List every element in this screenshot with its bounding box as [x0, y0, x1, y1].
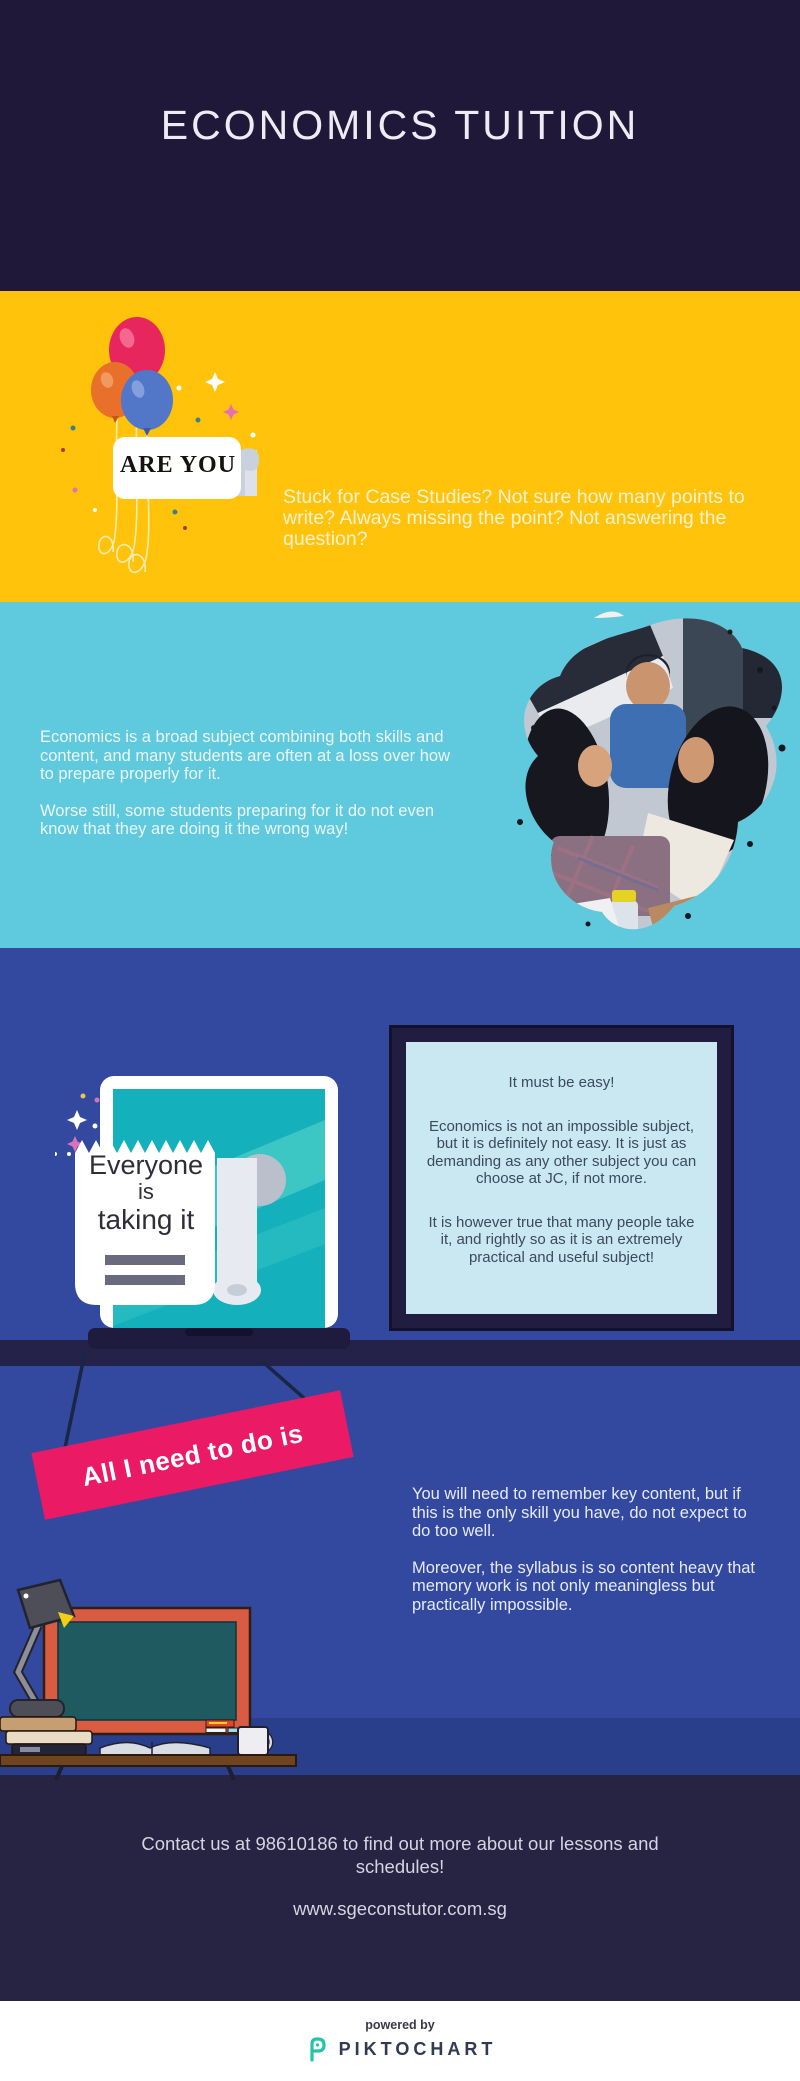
- hook-question: Stuck for Case Studies? Not sure how many points to write? Always missing the point? Not answering the question?: [283, 486, 745, 550]
- desk-top: [0, 1755, 296, 1766]
- memorise-paragraph-2: Moreover, the syllabus is so content heavy that memory work is not only meaningless but practically impossible.: [412, 1558, 756, 1614]
- broad-subject-text: [40, 728, 450, 857]
- memorise-banner-label: All I need to do is: [79, 1417, 306, 1492]
- chalkboard-surface: [58, 1622, 236, 1720]
- sticker-text: [72, 1150, 220, 1236]
- balloon-blue: [121, 370, 173, 436]
- balloons-illustration: [55, 300, 275, 590]
- sticker-line-2: is: [138, 1179, 154, 1204]
- sticker-line-3: taking it: [97, 1204, 195, 1235]
- board-title: It must be easy!: [508, 1074, 615, 1091]
- photo-splash: [594, 611, 624, 618]
- website-url: www.sgeconstutor.com.sg: [293, 1898, 507, 1919]
- memorise-text: [412, 1485, 764, 1632]
- sticker-line-1: Everyone: [88, 1150, 204, 1180]
- desk-leg: [56, 1766, 62, 1780]
- page-title: ECONOMICS TUITION: [160, 102, 640, 148]
- brand-name: PIKTOCHART: [338, 2038, 497, 2059]
- coffee-mug: [238, 1727, 271, 1755]
- broad-subject-paragraph-1: Economics is a broad subject combining both skills and content, and many students are often at a loss over how to prepare properly for it.: [40, 728, 450, 783]
- sticker-bar: [105, 1255, 185, 1265]
- chalkboard-illustration: [0, 1572, 300, 1780]
- are-you-label: ARE YOU: [119, 452, 237, 478]
- message-board-frame: [392, 1028, 731, 1328]
- memorise-paragraph-1: You will need to remember key content, but if this is the only skill you have, do not expect to do too well.: [412, 1485, 747, 1540]
- laptop-base-notch: [185, 1328, 253, 1336]
- piktochart-logo-icon: [304, 2036, 330, 2062]
- open-book: [100, 1743, 210, 1756]
- message-board-text: [426, 1074, 697, 1284]
- message-board-surface: [406, 1042, 717, 1314]
- broad-subject-paragraph-2: Worse still, some students preparing for it do not even know that they are doing it the wrong way!: [40, 801, 435, 838]
- board-paragraph-2: It is however true that many people take it, and rightly so as it is an extremely practical and useful subject!: [428, 1213, 695, 1266]
- board-paragraph-1: Economics is not an impossible subject, but it is definitely not easy. It is just as demanding as any other subject you can choose at JC, if not more.: [426, 1117, 697, 1187]
- powered-by-label: powered by: [365, 2018, 435, 2032]
- contact-text: Contact us at 98610186 to find out more about our lessons and schedules!: [141, 1833, 659, 1877]
- message-board: [389, 1025, 734, 1331]
- desk-leg: [228, 1766, 234, 1780]
- brand-row: [0, 2036, 800, 2062]
- classroom-photo: [498, 608, 800, 946]
- contact-section: [0, 1775, 800, 2001]
- sticker-bar: [105, 1275, 185, 1285]
